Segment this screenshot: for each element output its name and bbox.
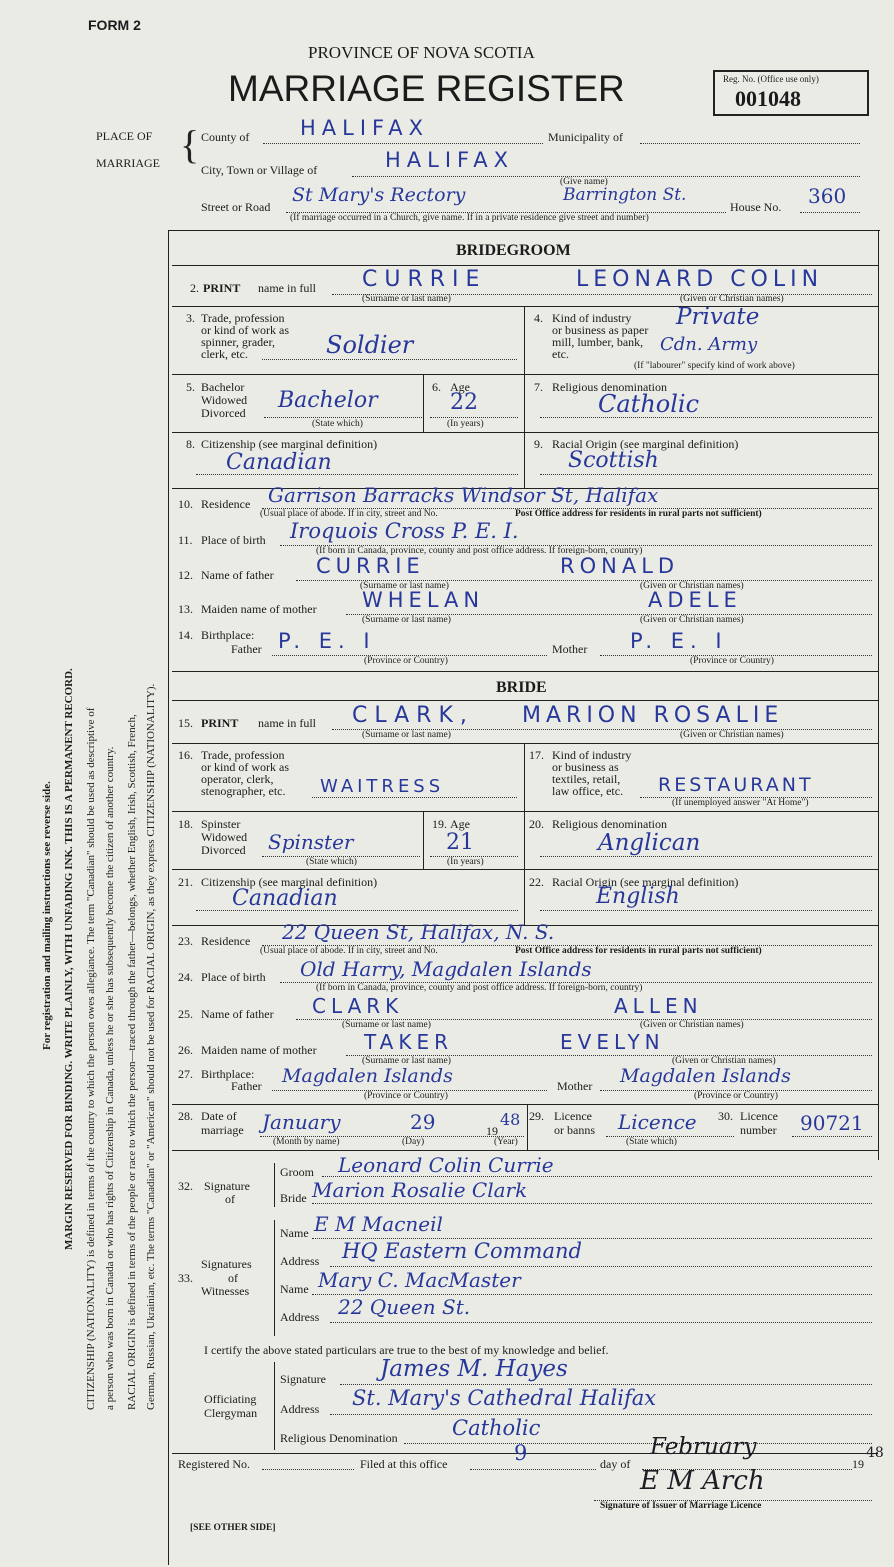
f16-number: 16.	[178, 748, 193, 762]
bride-trade: WAITRESS	[320, 776, 445, 797]
bride-industry: RESTAURANT	[658, 774, 814, 796]
margin-instructions: For registration and mailing instructions see reverse side.	[41, 781, 53, 1050]
f3-label-2: or kind of work as	[201, 323, 289, 337]
f30-label-2: number	[740, 1123, 777, 1137]
groom-origin: Scottish	[568, 448, 659, 473]
marriage-day: 29	[410, 1110, 436, 1134]
groom-father-birthplace: P. E. I	[278, 629, 376, 653]
f16-label-2: or kind of work as	[201, 760, 289, 774]
issuer-signature: E M Arch	[640, 1466, 765, 1496]
bride-father-given: ALLEN	[614, 994, 703, 1018]
f24-number: 24.	[178, 970, 193, 984]
w1-address-label: Address	[280, 1254, 320, 1268]
groom-residence: Garrison Barracks Windsor St, Halifax	[268, 483, 659, 507]
bride-surname-caption: (Surname or last name)	[362, 730, 451, 740]
licence-number: 90721	[800, 1111, 864, 1135]
reg-no-value: 001048	[735, 86, 801, 111]
f30-label-1: Licence	[740, 1109, 778, 1123]
margin-citizenship-def: CITIZENSHIP (NATIONALITY) is defined in terms of the country to which the person owes allegiance. The term "Canadian" should be used as descriptive of	[85, 707, 97, 1410]
house-label: House No.	[730, 200, 782, 214]
f15-number: 15.	[178, 716, 193, 730]
groom-father-surname: CURRIE	[316, 554, 425, 578]
bride-residence-note-a: (Usual place of abode. If in city, street and No.	[260, 946, 438, 956]
groom-age: 22	[450, 390, 478, 415]
reg-no-label: Reg. No. (Office use only)	[723, 74, 819, 84]
f28-label-1: Date of	[201, 1109, 237, 1123]
groom-father-given-caption: (Given or Christian names)	[640, 581, 744, 591]
f19-label: Age	[450, 817, 470, 831]
bride-sig-label: Bride	[280, 1191, 307, 1205]
w1-name: E M Macneil	[314, 1212, 443, 1236]
f8-number: 8.	[186, 437, 195, 451]
bride-state-caption: (State which)	[306, 857, 357, 867]
f4-label-3: mill, lumber, bank,	[552, 335, 644, 349]
see-other-side: [SEE OTHER SIDE]	[190, 1523, 276, 1533]
day-caption: (Day)	[402, 1137, 425, 1147]
f8-label: Citizenship (see marginal definition)	[201, 437, 378, 451]
place-brace: {	[180, 122, 200, 167]
groom-mother-given-caption: (Given or Christian names)	[640, 615, 744, 625]
county-label: County of	[201, 130, 250, 144]
f3-label-4: clerk, etc.	[201, 347, 248, 361]
street-label: Street or Road	[201, 200, 271, 214]
bride-surname: CLARK,	[352, 703, 474, 728]
groom-father-surname-caption: (Surname or last name)	[360, 581, 449, 591]
f33-label-1: Signatures	[201, 1257, 252, 1271]
f29-label-2: or banns	[554, 1123, 595, 1137]
f17-label-2: or business as	[552, 760, 619, 774]
bride-father-given-caption: (Given or Christian names)	[640, 1020, 744, 1030]
bride-mother-given: EVELYN	[560, 1030, 665, 1054]
f16-label-1: Trade, profession	[201, 748, 285, 762]
groom-mother-province-caption: (Province or Country)	[690, 656, 774, 666]
f20-label: Religious denomination	[552, 817, 667, 831]
bride-mother-birthplace: Magdalen Islands	[620, 1065, 791, 1087]
f29-number: 29.	[529, 1109, 544, 1123]
filed-year-prefix: 19	[852, 1457, 864, 1471]
f33-label-2: of	[228, 1271, 238, 1285]
f23-label: Residence	[201, 934, 251, 948]
bride-birthplace-note: (If born in Canada, province, county and post office address. If foreign-born, country)	[316, 983, 643, 993]
give-name-caption: (Give name)	[560, 177, 608, 187]
f22-number: 22.	[529, 875, 544, 889]
certify-statement: I certify the above stated particulars are true to the best of my knowledge and belief.	[204, 1343, 609, 1357]
f5-number: 5.	[186, 380, 195, 394]
w2-address-label: Address	[280, 1310, 320, 1324]
filed-month: February	[650, 1434, 757, 1460]
f33-number: 33.	[178, 1271, 193, 1285]
f14-mother-label: Mother	[552, 642, 588, 656]
f5-label-1: Bachelor	[201, 380, 245, 394]
f29-label-1: Licence	[554, 1109, 592, 1123]
margin-citizenship-def-2: a person who was born in Canada or who has rights of Citizenship in Canada, unless he or she has subsequently become the citizen of another country.	[104, 746, 116, 1410]
f19-number: 19.	[432, 817, 447, 831]
groom-mother-surname-caption: (Surname or last name)	[362, 615, 451, 625]
street-value: Barrington St.	[563, 185, 687, 205]
f27-father-label: Father	[231, 1079, 262, 1093]
f14-label: Birthplace:	[201, 628, 255, 642]
clergy-label-2: Clergyman	[204, 1406, 258, 1420]
marriage-year-prefix: 19	[486, 1124, 498, 1138]
f14-number: 14.	[178, 628, 193, 642]
groom-section-heading: BRIDEGROOM	[456, 242, 571, 259]
county-value: HALIFAX	[300, 116, 429, 140]
bride-mother-province-caption: (Province or Country)	[694, 1091, 778, 1101]
filed-day: 9	[514, 1441, 528, 1465]
f32-label-2: of	[225, 1192, 235, 1206]
bride-section-heading: BRIDE	[496, 679, 547, 696]
marriage-month: January	[262, 1110, 341, 1134]
bride-given-caption: (Given or Christian names)	[680, 730, 784, 740]
f3-number: 3.	[186, 311, 195, 325]
f4-label-2: or business as paper	[552, 323, 649, 337]
f18-number: 18.	[178, 817, 193, 831]
f18-label-2: Widowed	[201, 830, 248, 844]
form-number: FORM 2	[88, 17, 141, 33]
f28-label-2: marriage	[201, 1123, 244, 1137]
f17-number: 17.	[529, 748, 544, 762]
f13-number: 13.	[178, 602, 193, 616]
f26-number: 26.	[178, 1043, 193, 1057]
clergy-label-1: Officiating	[204, 1392, 257, 1406]
f7-number: 7.	[534, 380, 543, 394]
f3-label-1: Trade, profession	[201, 311, 285, 325]
clergy-signature-label: Signature	[280, 1372, 326, 1386]
issuer-signature-caption: Signature of Issuer of Marriage Licence	[600, 1501, 762, 1511]
groom-signature: Leonard Colin Currie	[338, 1153, 554, 1177]
groom-father-given: RONALD	[560, 554, 680, 578]
f22-label: Racial Origin (see marginal definition)	[552, 875, 739, 889]
margin-racial-def: RACIAL ORIGIN is defined in terms of the people or race to which the person—traced through the father—belongs, whether English, Irish, Scottish, French,	[126, 714, 138, 1410]
w2-name-label: Name	[280, 1282, 309, 1296]
groom-surname-caption: (Surname or last name)	[362, 294, 451, 304]
groom-mother-surname: WHELAN	[362, 588, 485, 612]
f33-label-3: Witnesses	[201, 1284, 250, 1298]
margin-racial-def-2: German, Russian, Ukrainian, etc. The terms "Canadian" or "American" should not be used for RACIAL ORIGIN, as they express CITIZENSHIP (NATIONALITY).	[145, 683, 157, 1410]
f6-number: 6.	[432, 380, 441, 394]
f2-print: PRINT	[203, 281, 241, 295]
f2-label: name in full	[258, 281, 316, 295]
clergy-signature: James M. Hayes	[380, 1356, 568, 1382]
clergy-denomination: Catholic	[452, 1416, 541, 1440]
f4-note: (If "labourer" specify kind of work above)	[634, 361, 795, 371]
bride-religion: Anglican	[598, 830, 701, 856]
day-of-label: day of	[600, 1457, 631, 1471]
f25-number: 25.	[178, 1007, 193, 1021]
w2-address: 22 Queen St.	[338, 1295, 471, 1319]
groom-residence-note-b: Post Office address for residents in rural parts not sufficient)	[515, 509, 762, 519]
f32-number: 32.	[178, 1179, 193, 1193]
bride-origin: English	[596, 884, 680, 909]
f17-label-1: Kind of industry	[552, 748, 632, 762]
f28-number: 28.	[178, 1109, 193, 1123]
groom-mother-given: ADELE	[648, 588, 742, 612]
province-heading: PROVINCE OF NOVA SCOTIA	[308, 43, 535, 62]
groom-father-province-caption: (Province or Country)	[364, 656, 448, 666]
bride-residence-note-b: Post Office address for residents in rural parts not sufficient)	[515, 946, 762, 956]
f15-label: name in full	[258, 716, 316, 730]
f3-label-3: spinner, grader,	[201, 335, 276, 349]
f5-label-2: Widowed	[201, 393, 248, 407]
city-value: HALIFAX	[385, 148, 514, 172]
registered-no-label: Registered No.	[178, 1457, 250, 1471]
f21-label: Citizenship (see marginal definition)	[201, 875, 378, 889]
f7-label: Religious denomination	[552, 380, 667, 394]
f23-number: 23.	[178, 934, 193, 948]
bride-father-surname: CLARK	[312, 994, 404, 1018]
bride-father-birthplace: Magdalen Islands	[282, 1065, 453, 1087]
place-label-1: PLACE OF	[96, 129, 153, 143]
w2-name: Mary C. MacMaster	[318, 1268, 521, 1292]
filed-year: 48	[866, 1445, 884, 1461]
year-caption: (Year)	[494, 1137, 518, 1147]
church-value: St Mary's Rectory	[292, 184, 466, 206]
f18-label-3: Divorced	[201, 843, 246, 857]
clergy-address: St. Mary's Cathedral Halifax	[352, 1386, 657, 1410]
groom-birthplace: Iroquois Cross P. E. I.	[290, 519, 519, 543]
f12-number: 12.	[178, 568, 193, 582]
f6-label: Age	[450, 380, 470, 394]
f18-label-1: Spinster	[201, 817, 241, 831]
street-caption: (If marriage occurred in a Church, give name. If in a private residence give street and number)	[290, 213, 649, 223]
groom-citizenship: Canadian	[226, 450, 332, 475]
groom-status: Bachelor	[278, 388, 378, 413]
f21-number: 21.	[178, 875, 193, 889]
f26-label: Maiden name of mother	[201, 1043, 317, 1057]
f27-label: Birthplace:	[201, 1067, 255, 1081]
groom-religion: Catholic	[598, 390, 700, 418]
f27-number: 27.	[178, 1067, 193, 1081]
groom-birthplace-note: (If born in Canada, province, county and post office address. If foreign-born, country)	[316, 546, 643, 556]
form-title: MARRIAGE REGISTER	[228, 68, 625, 109]
f15-print: PRINT	[201, 716, 239, 730]
f9-label: Racial Origin (see marginal definition)	[552, 437, 739, 451]
bride-citizenship: Canadian	[232, 886, 338, 911]
bride-residence: 22 Queen St, Halifax, N. S.	[282, 920, 555, 944]
f12-label: Name of father	[201, 568, 274, 582]
f4-label-1: Kind of industry	[552, 311, 632, 325]
bride-age-caption: (In years)	[447, 857, 484, 867]
month-caption: (Month by name)	[273, 1137, 340, 1147]
f17-label-3: textiles, retail,	[552, 772, 621, 786]
place-label-2: MARRIAGE	[96, 156, 161, 170]
bride-mother-given-caption: (Given or Christian names)	[672, 1056, 776, 1066]
f11-number: 11.	[178, 533, 193, 547]
groom-given: LEONARD COLIN	[576, 267, 824, 292]
f27-mother-label: Mother	[557, 1079, 593, 1093]
f17-note: (If unemployed answer "At Home")	[672, 798, 809, 808]
f4-label-4: etc.	[552, 347, 569, 361]
groom-given-caption: (Given or Christian names)	[680, 294, 784, 304]
municipality-label: Municipality of	[548, 130, 623, 144]
f20-number: 20.	[529, 817, 544, 831]
f25-label: Name of father	[201, 1007, 274, 1021]
f11-label: Place of birth	[201, 533, 266, 547]
groom-industry-1: Private	[676, 304, 760, 330]
f10-label: Residence	[201, 497, 251, 511]
filed-label: Filed at this office	[360, 1457, 448, 1471]
f13-label: Maiden name of mother	[201, 602, 317, 616]
f16-label-3: operator, clerk,	[201, 772, 274, 786]
f30-number: 30.	[718, 1109, 733, 1123]
bride-father-surname-caption: (Surname or last name)	[342, 1020, 431, 1030]
groom-age-caption: (In years)	[447, 419, 484, 429]
groom-mother-birthplace: P. E. I	[630, 629, 728, 653]
reg-no-box	[713, 70, 869, 116]
margin-binding-note: MARGIN RESERVED FOR BINDING. WRITE PLAINLY, WITH UNFADING INK. THIS IS A PERMANENT RECORD.	[63, 668, 75, 1250]
bride-mother-surname-caption: (Surname or last name)	[362, 1056, 451, 1066]
f17-label-4: law office, etc.	[552, 784, 624, 798]
clergy-denomination-label: Religious Denomination	[280, 1431, 398, 1445]
f32-label-1: Signature	[204, 1179, 250, 1193]
bride-age: 21	[446, 830, 474, 855]
f14-father-label: Father	[231, 642, 262, 656]
bride-father-province-caption: (Province or Country)	[364, 1091, 448, 1101]
f24-label: Place of birth	[201, 970, 266, 984]
house-value: 360	[808, 184, 847, 208]
f2-number: 2.	[190, 281, 199, 295]
city-label: City, Town or Village of	[201, 163, 318, 177]
licence-type: Licence	[618, 1110, 697, 1134]
w1-name-label: Name	[280, 1226, 309, 1240]
bride-status: Spinster	[268, 830, 354, 854]
marriage-year: 48	[500, 1110, 521, 1129]
groom-sig-label: Groom	[280, 1165, 314, 1179]
bride-given: MARION ROSALIE	[522, 703, 784, 728]
f16-label-4: stenographer, etc.	[201, 784, 286, 798]
f5-label-3: Divorced	[201, 406, 246, 420]
groom-industry-2: Cdn. Army	[660, 334, 758, 355]
bride-mother-surname: TAKER	[364, 1030, 453, 1054]
bride-birthplace: Old Harry, Magdalen Islands	[300, 957, 592, 981]
bride-signature: Marion Rosalie Clark	[312, 1178, 528, 1202]
licence-type-caption: (State which)	[626, 1137, 677, 1147]
groom-trade: Soldier	[326, 331, 414, 359]
groom-residence-note-a: (Usual place of abode. If in city, street and No.	[260, 509, 438, 519]
f9-number: 9.	[534, 437, 543, 451]
w1-address: HQ Eastern Command	[342, 1239, 582, 1263]
f10-number: 10.	[178, 497, 193, 511]
groom-surname: CURRIE	[362, 267, 487, 292]
f4-number: 4.	[534, 311, 543, 325]
clergy-address-label: Address	[280, 1402, 320, 1416]
groom-state-caption: (State which)	[312, 419, 363, 429]
